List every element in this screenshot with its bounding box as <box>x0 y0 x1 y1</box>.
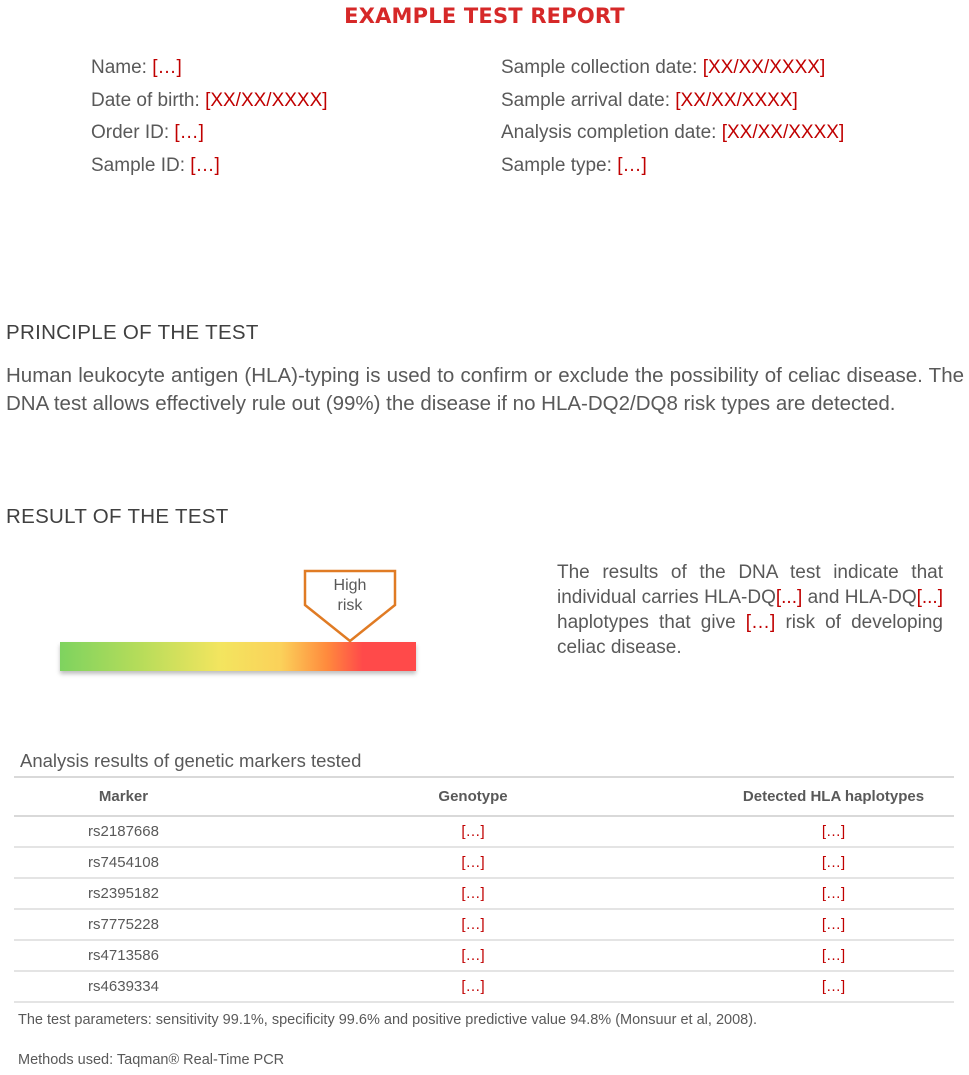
info-name <box>91 52 328 85</box>
info-label: Order ID: <box>91 122 170 143</box>
patient-info-right <box>501 52 844 182</box>
result-text-part: The results of the DNA test indicate that individual carries HLA-DQ <box>557 562 943 608</box>
cell-marker: rs7454108 <box>14 847 233 878</box>
cell-haplotypes: […] <box>713 878 954 909</box>
result-placeholder: [...] <box>916 587 943 608</box>
info-value: […] <box>174 122 204 143</box>
result-heading: RESULT OF THE TEST <box>6 505 229 528</box>
cell-genotype: […] <box>233 909 713 940</box>
markers-table <box>14 776 954 1003</box>
risk-gradient-bar <box>60 642 416 671</box>
column-header-haplotypes: Detected HLA haplotypes <box>713 777 954 816</box>
cell-genotype: […] <box>233 940 713 971</box>
methods-note: Methods used: Taqman® Real-Time PCR <box>18 1052 285 1068</box>
info-sample-collection-date <box>501 52 844 85</box>
cell-marker: rs2187668 <box>14 816 233 847</box>
info-label: Sample arrival date: <box>501 89 670 111</box>
principle-text: Human leukocyte antigen (HLA)-typing is used to confirm or exclude the possibility of celiac disease. The DNA test allows effectively rule out (99%) the disease if no HLA-DQ2/DQ8 risk types are detected. <box>6 364 964 415</box>
column-header-genotype: Genotype <box>233 777 713 816</box>
table-row <box>14 940 954 971</box>
risk-label-line2: risk <box>337 597 363 614</box>
principle-heading: PRINCIPLE OF THE TEST <box>6 321 259 344</box>
info-sample-type <box>501 150 844 183</box>
result-text <box>557 560 943 660</box>
info-label: Sample type: <box>501 154 612 176</box>
test-parameters-note: The test parameters: sensitivity 99.1%, specificity 99.6% and positive predictive value 94.8% (Monsuur et al, 2008). <box>18 1012 758 1028</box>
info-value: [XX/XX/XXXX] <box>675 89 798 111</box>
info-value: [XX/XX/XXXX] <box>702 57 826 78</box>
info-value: […] <box>190 154 220 176</box>
info-order-id <box>91 117 328 150</box>
table-row <box>14 878 954 909</box>
info-value: [XX/XX/XXXX] <box>205 89 328 111</box>
info-analysis-completion-date <box>501 117 844 150</box>
cell-marker: rs2395182 <box>14 878 233 909</box>
cell-genotype: […] <box>233 816 713 847</box>
info-sample-arrival-date <box>501 85 844 118</box>
cell-haplotypes: […] <box>713 940 954 971</box>
cell-marker: rs7775228 <box>14 909 233 940</box>
risk-label <box>303 576 397 616</box>
table-header-row <box>14 777 954 816</box>
result-placeholder: [...] <box>775 587 803 608</box>
patient-info-left <box>91 52 328 182</box>
table-row <box>14 909 954 940</box>
table-caption: Analysis results of genetic markers tested <box>20 750 362 771</box>
info-label: Date of birth: <box>91 89 200 111</box>
table-row <box>14 847 954 878</box>
table-row <box>14 971 954 1002</box>
info-sample-id <box>91 150 328 183</box>
result-text-part: haplotypes that give <box>557 612 746 633</box>
cell-genotype: […] <box>233 847 713 878</box>
info-label: Sample ID: <box>91 154 185 176</box>
cell-haplotypes: […] <box>713 971 954 1002</box>
cell-haplotypes: […] <box>713 816 954 847</box>
info-value: […] <box>617 154 647 176</box>
risk-label-line1: High <box>333 577 367 594</box>
cell-marker: rs4639334 <box>14 971 233 1002</box>
column-header-marker: Marker <box>14 777 233 816</box>
info-value: […] <box>152 57 182 78</box>
result-placeholder: […] <box>745 612 776 633</box>
table-row <box>14 816 954 847</box>
result-text-part: and HLA-DQ <box>802 587 917 608</box>
info-label: Analysis completion date: <box>501 122 717 143</box>
info-value: [XX/XX/XXXX] <box>721 122 845 143</box>
cell-haplotypes: […] <box>713 847 954 878</box>
info-label: Sample collection date: <box>501 57 698 78</box>
report-title: EXAMPLE TEST REPORT <box>344 4 625 28</box>
cell-haplotypes: […] <box>713 909 954 940</box>
info-date-of-birth <box>91 85 328 118</box>
result-text-part: risk of developing celiac disease. <box>557 612 943 658</box>
cell-genotype: […] <box>233 971 713 1002</box>
info-label: Name: <box>91 57 147 78</box>
cell-marker: rs4713586 <box>14 940 233 971</box>
cell-genotype: […] <box>233 878 713 909</box>
